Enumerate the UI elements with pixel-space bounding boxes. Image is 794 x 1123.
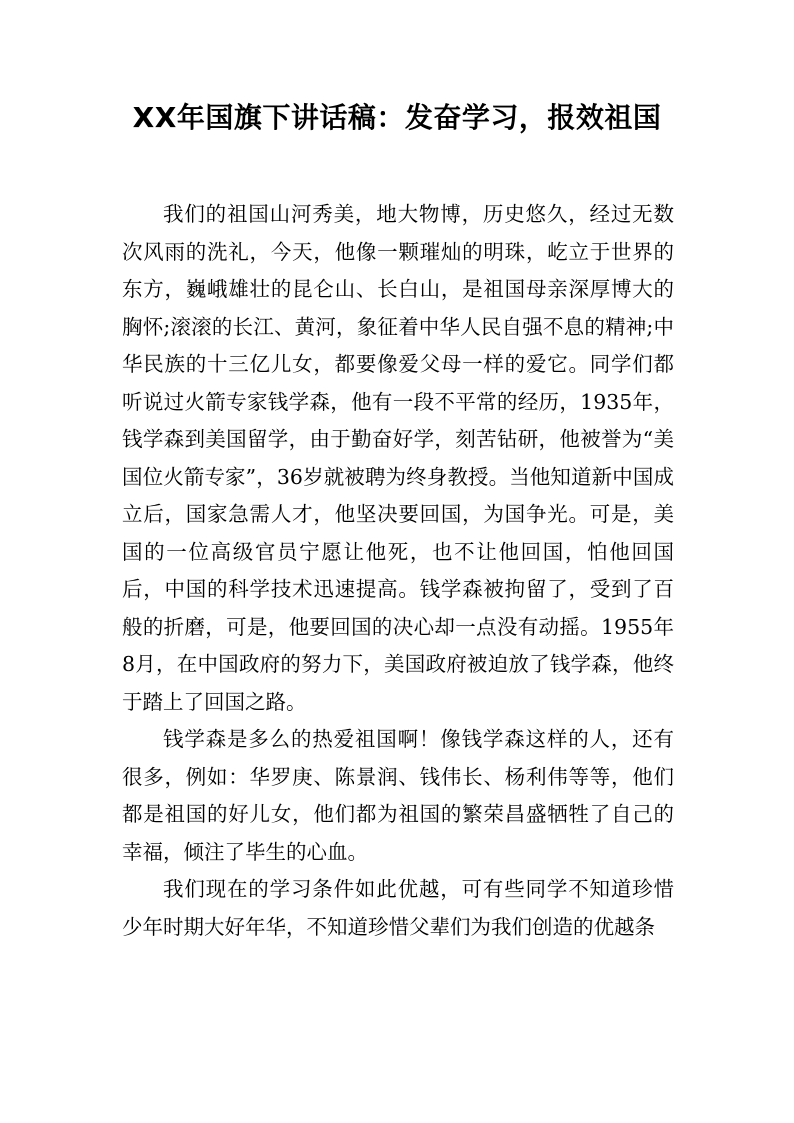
- paragraph-2: 钱学森是多么的热爱祖国啊！像钱学森这样的人，还有很多，例如：华罗庚、陈景润、钱伟长、杨利伟等等，他们都是祖国的好儿女，他们都为祖国的繁荣昌盛牺牲了自己的幸福，倾注了毕生的心血。: [122, 727, 674, 864]
- document-body: [122, 196, 674, 946]
- document-title: XX年国旗下讲话稿：发奋学习，报效祖国: [132, 101, 662, 134]
- paragraph-3: 我们现在的学习条件如此优越，可有些同学不知道珍惜少年时期大好年华，不知道珍惜父辈们为我们创造的优越条: [122, 877, 674, 939]
- paragraph-1: 我们的祖国山河秀美，地大物博，历史悠久，经过无数次风雨的洗礼，今天，他像一颗璀灿的明珠，屹立于世界的东方，巍峨雄壮的昆仑山、长白山，是祖国母亲深厚博大的胸怀;滚滚的长江、黄河，象征着中华人民自强不息的精神;中华民族的十三亿儿女，都要像爱父母一样的爱它。同学们都听说过火箭专家钱学森，他有一段不平常的经历，1935年，钱学森到美国留学，由于勤奋好学，刻苦钻研，他被誉为“美国位火箭专家”，36岁就被聘为终身教授。当他知道新中国成立后，国家急需人才，他坚决要回国，为国争光。可是，美国的一位高级官员宁愿让他死，也不让他回国，怕他回国后，中国的科学技术迅速提高。钱学森被拘留了，受到了百般的折磨，可是，他要回国的决心却一点没有动摇。1955年8月，在中国政府的努力下，美国政府被迫放了钱学森，他终于踏上了回国之路。: [122, 202, 674, 714]
